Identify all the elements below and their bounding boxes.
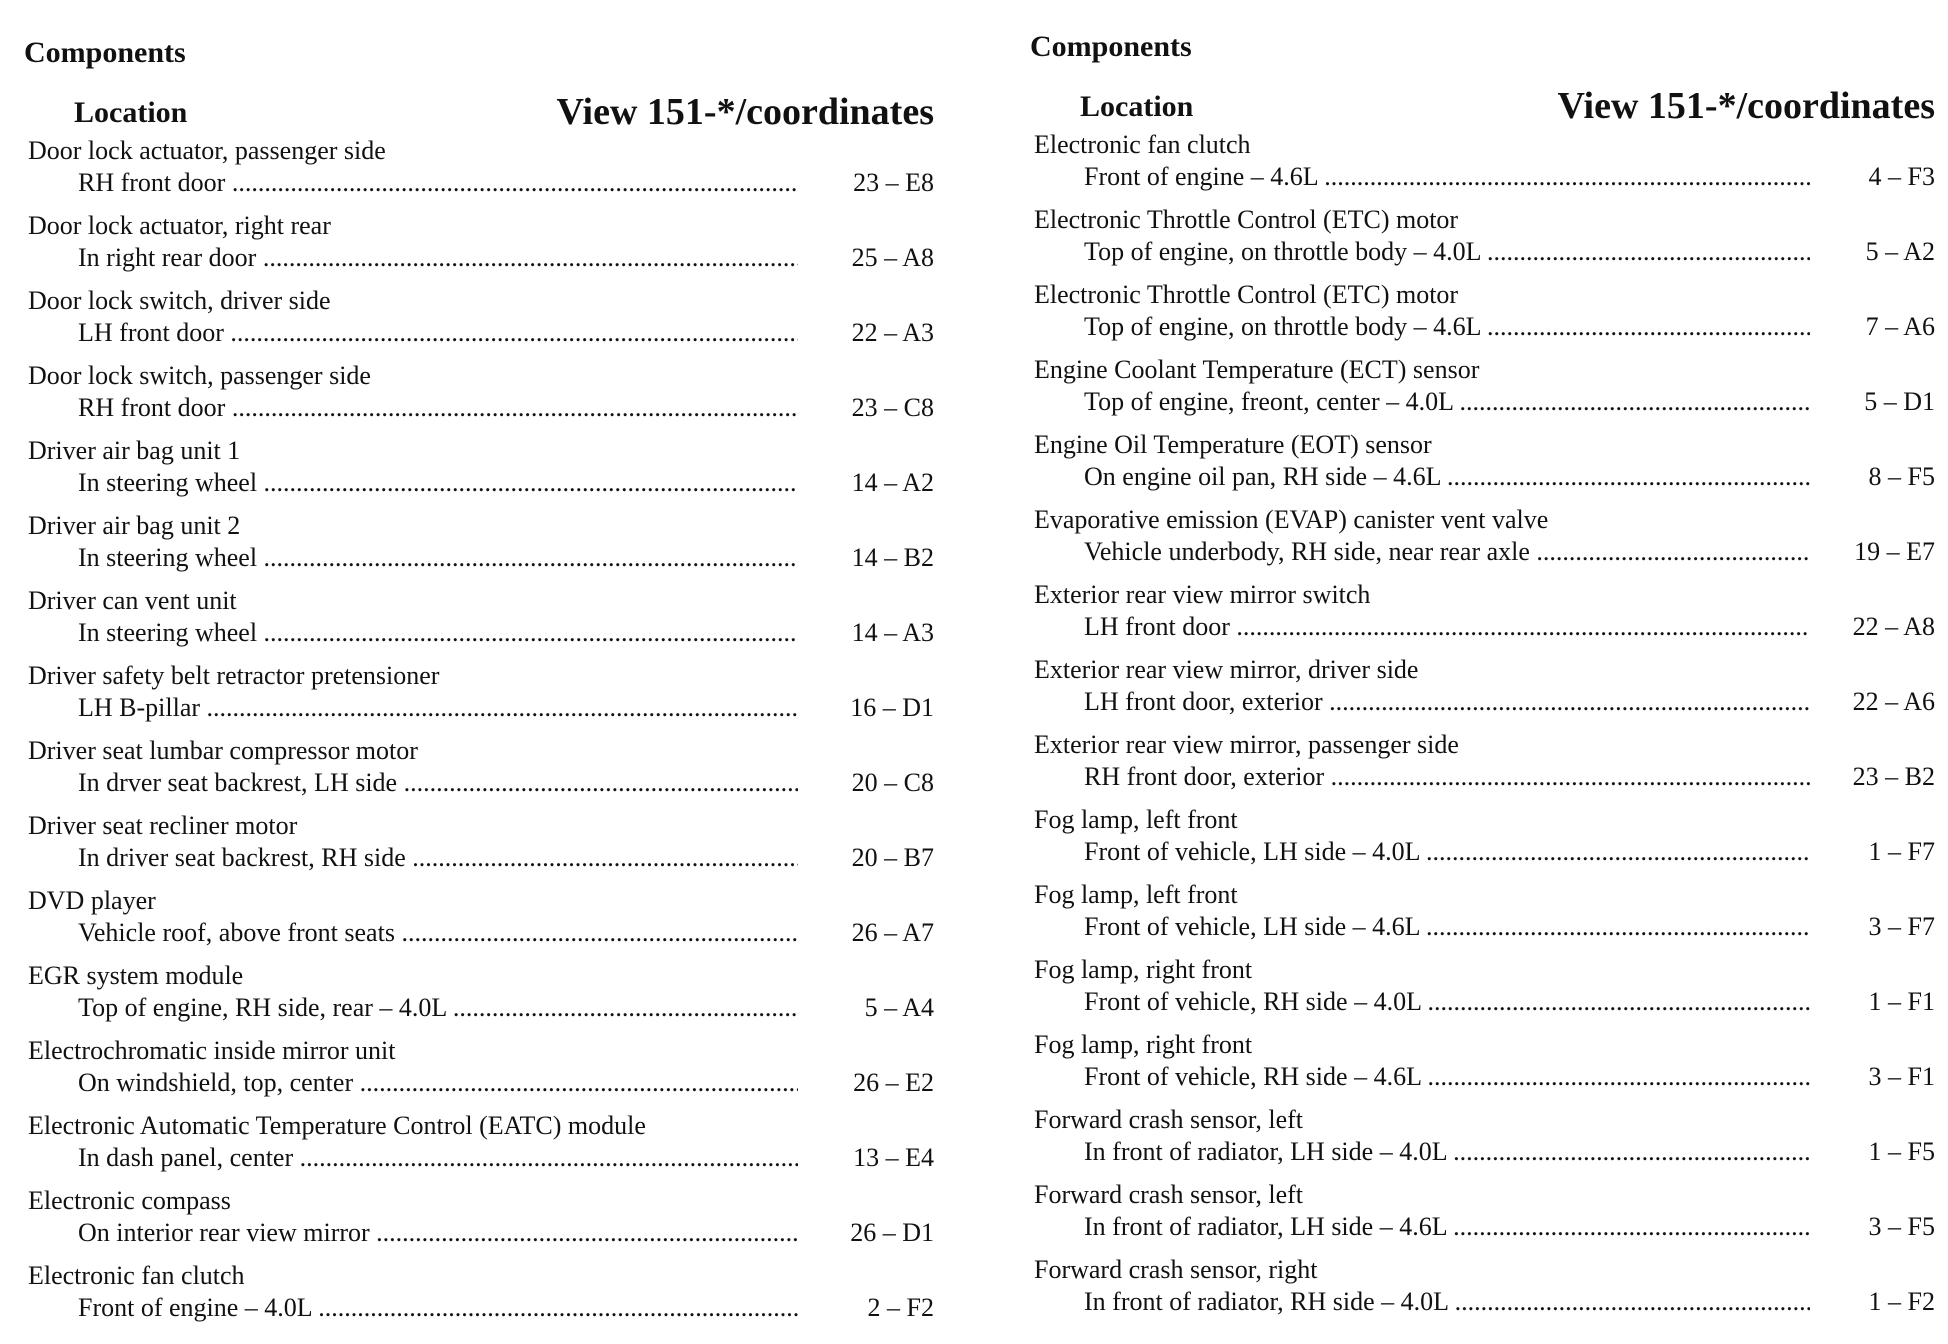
component-name: Driver seat lumbar compressor motor	[28, 736, 418, 765]
component-coordinate: 13 – E4	[853, 1143, 934, 1172]
component-name: Engine Coolant Temperature (ECT) sensor	[1034, 355, 1480, 384]
component-name: Electronic Throttle Control (ETC) motor	[1034, 205, 1459, 234]
component-entry	[1030, 1180, 1935, 1255]
component-coordinate: 26 – E2	[853, 1068, 934, 1097]
component-coordinate: 1 – F1	[1868, 987, 1935, 1016]
component-coordinate: 5 – A2	[1865, 237, 1935, 266]
component-entry	[1030, 805, 1935, 880]
component-coordinate: 16 – D1	[850, 693, 934, 722]
component-entry	[24, 511, 934, 586]
component-name: Forward crash sensor, left	[1034, 1180, 1303, 1209]
component-coordinate: 3 – F5	[1868, 1212, 1935, 1241]
component-name: Driver air bag unit 1	[28, 436, 241, 465]
component-location: On engine oil pan, RH side – 4.6L .....	[1084, 462, 1810, 492]
component-name: Electronic Automatic Temperature Control (EATC) module	[28, 1111, 646, 1140]
component-location: In right rear door .....	[78, 243, 798, 273]
component-location: LH front door .....	[78, 318, 798, 348]
component-entry	[24, 661, 934, 736]
component-entry	[1030, 280, 1935, 355]
component-entry	[24, 1186, 934, 1261]
component-entry	[1030, 730, 1935, 805]
component-entry	[1030, 430, 1935, 505]
component-location: On windshield, top, center .....	[78, 1068, 798, 1098]
component-name: Evaporative emission (EVAP) canister vent valve	[1034, 505, 1549, 534]
component-name: Driver safety belt retractor pretensioner	[28, 661, 440, 690]
component-name: Fog lamp, left front	[1034, 805, 1238, 834]
component-coordinate: 14 – B2	[851, 543, 934, 572]
component-name: EGR system module	[28, 961, 244, 990]
component-name: Electronic Throttle Control (ETC) motor	[1034, 280, 1459, 309]
component-entry	[24, 961, 934, 1036]
component-coordinate: 4 – F3	[1868, 162, 1935, 191]
component-name: Fog lamp, left front	[1034, 880, 1238, 909]
component-name: Fog lamp, right front	[1034, 955, 1253, 984]
component-coordinate: 19 – E7	[1854, 537, 1935, 566]
component-location: Front of engine – 4.6L .....	[1084, 162, 1810, 192]
component-entry	[24, 811, 934, 886]
component-name: Electrochromatic inside mirror unit	[28, 1036, 396, 1065]
component-coordinate: 14 – A2	[851, 468, 934, 497]
component-coordinate: 25 – A8	[851, 243, 934, 272]
component-location: LH front door, exterior .....	[1084, 687, 1810, 717]
component-location: Front of vehicle, LH side – 4.0L .....	[1084, 837, 1810, 867]
component-name: Electronic compass	[28, 1186, 231, 1215]
component-location: Front of engine – 4.0L .....	[78, 1293, 798, 1323]
component-name: Fog lamp, right front	[1034, 1030, 1253, 1059]
component-name: Door lock actuator, passenger side	[28, 136, 386, 165]
component-entry	[24, 436, 934, 511]
component-name: Driver air bag unit 2	[28, 511, 241, 540]
component-coordinate: 5 – D1	[1864, 387, 1935, 416]
view-coordinates-header: View 151-*/coordinates	[556, 91, 934, 133]
component-entry	[24, 1036, 934, 1111]
component-coordinate: 1 – F5	[1868, 1137, 1935, 1166]
component-coordinate: 23 – C8	[851, 393, 934, 422]
component-location: In front of radiator, LH side – 4.0L .....	[1084, 1137, 1810, 1167]
component-coordinate: 23 – B2	[1852, 762, 1935, 791]
component-location: LH B-pillar .....	[78, 693, 798, 723]
component-name: Door lock switch, passenger side	[28, 361, 371, 390]
component-name: Exterior rear view mirror switch	[1034, 580, 1371, 609]
component-coordinate: 5 – A4	[864, 993, 934, 1022]
component-name: Forward crash sensor, left	[1034, 1105, 1303, 1134]
component-location: In front of radiator, LH side – 4.6L .....	[1084, 1212, 1810, 1242]
component-name: Forward crash sensor, right	[1034, 1255, 1318, 1284]
component-entry	[24, 1111, 934, 1186]
component-entry	[24, 886, 934, 961]
component-name: DVD player	[28, 886, 156, 915]
component-name: Driver can vent unit	[28, 586, 237, 615]
section-title: Components	[24, 36, 186, 69]
component-location: Vehicle roof, above front seats .....	[78, 918, 798, 948]
component-name: Exterior rear view mirror, driver side	[1034, 655, 1419, 684]
component-entry	[24, 136, 934, 211]
component-coordinate: 2 – F2	[867, 1293, 934, 1322]
component-list	[24, 136, 934, 1336]
component-location: In steering wheel .....	[78, 618, 798, 648]
component-location: LH front door .....	[1084, 612, 1810, 642]
component-location: Top of engine, RH side, rear – 4.0L .....	[78, 993, 798, 1023]
component-name: Door lock actuator, right rear	[28, 211, 331, 240]
location-header: Location	[74, 96, 188, 129]
component-name: Electronic fan clutch	[28, 1261, 245, 1290]
component-location: Front of vehicle, RH side – 4.6L .....	[1084, 1062, 1810, 1092]
component-entry	[1030, 205, 1935, 280]
component-name: Exterior rear view mirror, passenger side	[1034, 730, 1459, 759]
component-location: In drver seat backrest, LH side .....	[78, 768, 798, 798]
component-coordinate: 26 – A7	[851, 918, 934, 947]
component-coordinate: 20 – C8	[851, 768, 934, 797]
component-entry	[24, 286, 934, 361]
component-entry	[1030, 130, 1935, 205]
component-location: RH front door .....	[78, 393, 798, 423]
component-coordinate: 1 – F2	[1868, 1287, 1935, 1316]
component-entry	[1030, 1105, 1935, 1180]
view-coordinates-header: View 151-*/coordinates	[1557, 85, 1935, 127]
component-name: Engine Oil Temperature (EOT) sensor	[1034, 430, 1432, 459]
component-coordinate: 8 – F5	[1868, 462, 1935, 491]
component-location: Front of vehicle, LH side – 4.6L .....	[1084, 912, 1810, 942]
component-entry	[24, 1261, 934, 1336]
component-location: Vehicle underbody, RH side, near rear axle .....	[1084, 537, 1810, 567]
component-coordinate: 3 – F7	[1868, 912, 1935, 941]
component-location: In dash panel, center .....	[78, 1143, 798, 1173]
component-name: Driver seat recliner motor	[28, 811, 298, 840]
component-location: In steering wheel .....	[78, 543, 798, 573]
component-entry	[1030, 880, 1935, 955]
component-entry	[1030, 1030, 1935, 1105]
component-coordinate: 22 – A8	[1852, 612, 1935, 641]
component-location: RH front door .....	[78, 168, 798, 198]
component-location: Top of engine, on throttle body – 4.0L .....	[1084, 237, 1810, 267]
component-location: Front of vehicle, RH side – 4.0L .....	[1084, 987, 1810, 1017]
component-coordinate: 3 – F1	[1868, 1062, 1935, 1091]
component-name: Door lock switch, driver side	[28, 286, 331, 315]
component-coordinate: 22 – A3	[851, 318, 934, 347]
component-entry	[1030, 955, 1935, 1030]
component-list	[1030, 130, 1935, 1330]
component-location: In steering wheel .....	[78, 468, 798, 498]
section-title: Components	[1030, 30, 1192, 63]
component-location: In front of radiator, RH side – 4.0L .....	[1084, 1287, 1810, 1317]
component-name: Electronic fan clutch	[1034, 130, 1251, 159]
component-location: Top of engine, freont, center – 4.0L .....	[1084, 387, 1810, 417]
component-location: On interior rear view mirror .....	[78, 1218, 798, 1248]
component-coordinate: 26 – D1	[850, 1218, 934, 1247]
component-location: RH front door, exterior .....	[1084, 762, 1810, 792]
component-entry	[1030, 580, 1935, 655]
component-entry	[24, 586, 934, 661]
component-entry	[24, 736, 934, 811]
component-entry	[1030, 355, 1935, 430]
location-header: Location	[1080, 90, 1194, 123]
component-entry	[24, 211, 934, 286]
component-entry	[1030, 655, 1935, 730]
component-coordinate: 23 – E8	[853, 168, 934, 197]
component-coordinate: 7 – A6	[1865, 312, 1935, 341]
component-coordinate: 14 – A3	[851, 618, 934, 647]
component-coordinate: 1 – F7	[1868, 837, 1935, 866]
component-entry	[1030, 505, 1935, 580]
component-location: In driver seat backrest, RH side .....	[78, 843, 798, 873]
component-entry	[24, 361, 934, 436]
component-location: Top of engine, on throttle body – 4.6L .....	[1084, 312, 1810, 342]
component-coordinate: 22 – A6	[1852, 687, 1935, 716]
component-entry	[1030, 1255, 1935, 1330]
component-coordinate: 20 – B7	[851, 843, 934, 872]
